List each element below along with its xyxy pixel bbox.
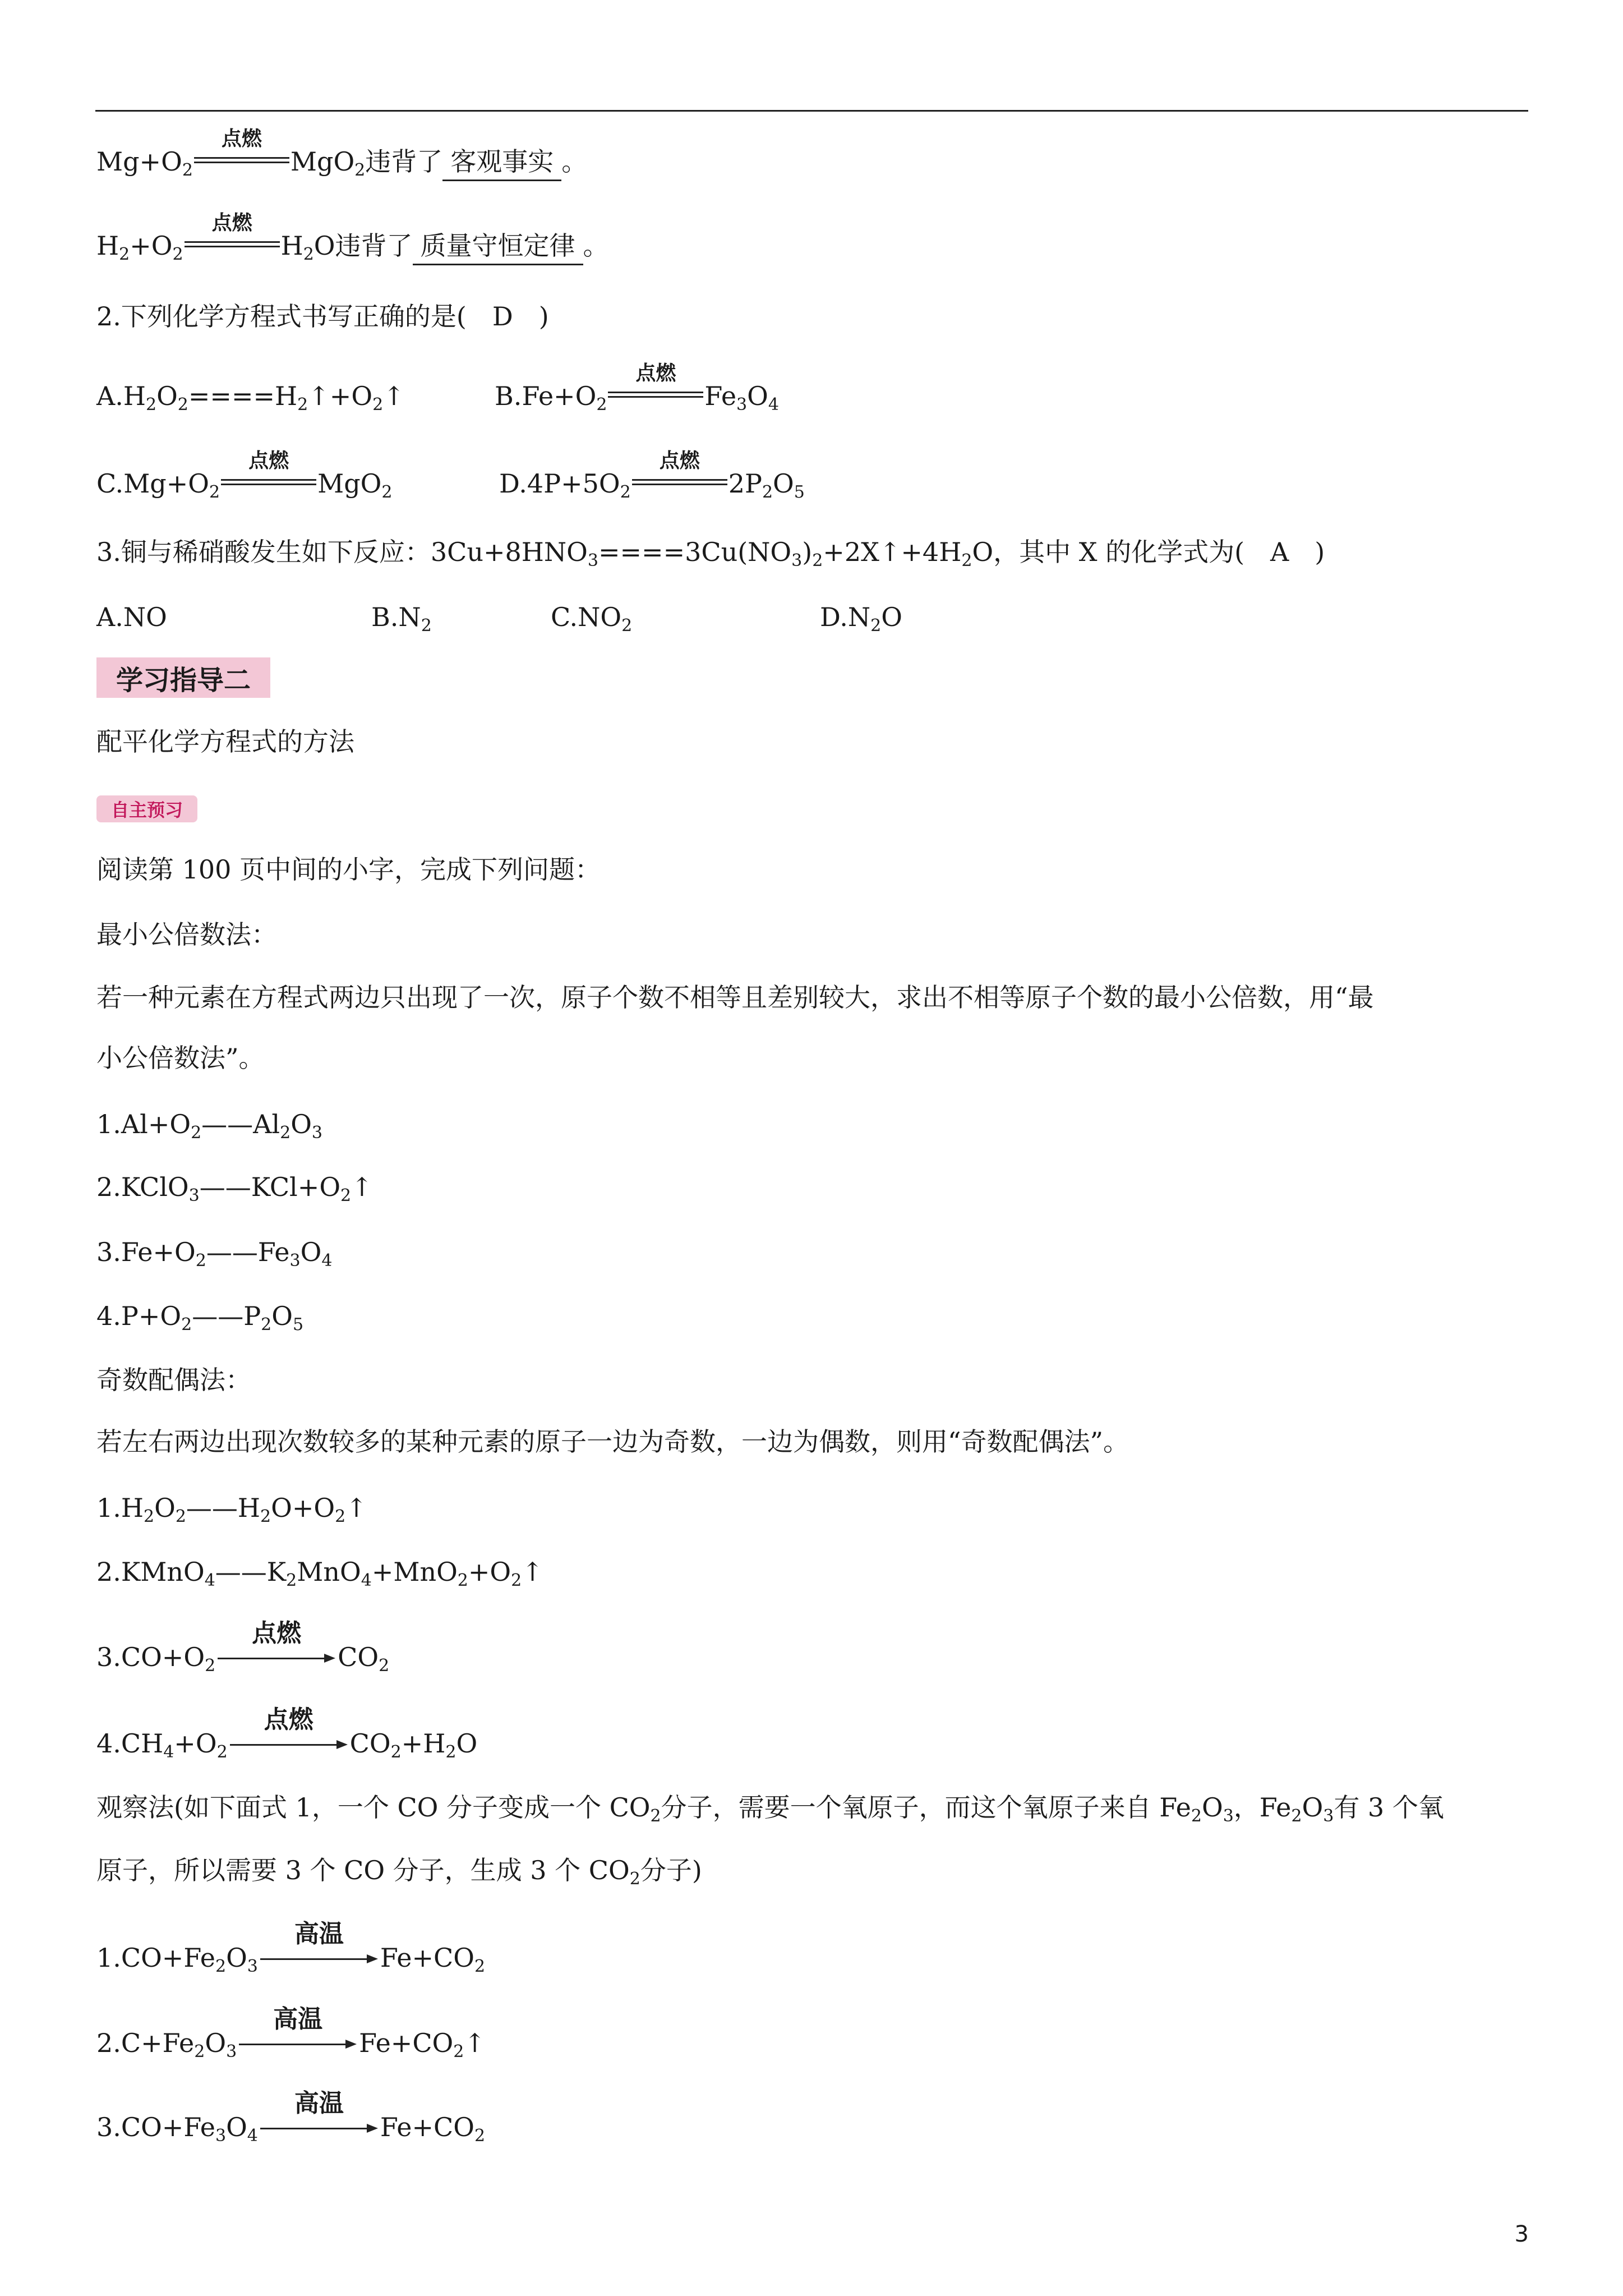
lcm-description: 若一种元素在方程式两边只出现了一次，原子个数不相等且差别较大，求出不相等原子个数的最小公倍数，用“最 [96,982,1374,1013]
ignite-condition: 点燃 [221,467,316,500]
odd-even-equation-1: $1.H_2O_2——H_2O+O_2↑$ [96,1493,367,1526]
section-title: 配平化学方程式的方法 [96,726,354,757]
ignite-condition: 点燃 [632,467,727,500]
option-c: $C.NO_2$ [551,602,633,636]
high-temp-arrow: 高温 [239,2026,357,2060]
option-c: $C.Mg+O_2$ 点燃 MgO$_2$ [96,449,393,502]
ignite-arrow: 点燃 [218,1640,335,1674]
section-tag: 学习指导二 [96,657,270,698]
ignite-condition: 点燃 [194,145,289,178]
option-d: $D.N_2O$ [820,602,902,636]
lcm-equation-3: $3.Fe+O_2——Fe_3O_4$ [96,1237,333,1271]
lcm-heading: 最小公倍数法： [96,919,277,950]
ignite-condition: 点燃 [608,379,703,413]
high-temp-arrow: 高温 [260,2110,378,2144]
observation-equation-1: $1.CO+Fe_2O_3$ 高温 $Fe+CO_2$ [96,1920,486,1976]
lcm-equation-2: $2.KClO_3——KCl+O_2↑$ [96,1172,373,1205]
observation-equation-3: $3.CO+Fe_3O_4$ 高温 $Fe+CO_2$ [96,2089,486,2146]
question-3-stem: 3.铜与稀硝酸发生如下反应：$3Cu+8HNO_3====3Cu(NO_3)_2+2X↑+4H_2O$，其中 X 的化学式为( A ) [96,537,1325,570]
observation-description: 观察法(如下面式 1，一个 CO 分子变成一个 $CO_2$分子，需要一个氧原子，而这个氧原子来自 $Fe_2O_3$，$Fe_2O_3$有 3 个氧 [96,1792,1444,1826]
page-number: 3 [1514,2221,1529,2247]
option-b: $B.Fe+O_2$ 点燃 $Fe_3O_4$ [495,362,779,415]
answer-blank: 客观事实 [442,145,561,181]
observation-equation-2: $2.C+Fe_2O_3$ 高温 $Fe+CO_2↑$ [96,2005,486,2062]
question-2-stem: 2.下列化学方程式书写正确的是( D ) [96,301,549,332]
option-b: $B.N_2$ [371,602,432,636]
odd-even-heading: 奇数配偶法： [96,1365,251,1395]
ignite-arrow: 点燃 [230,1727,348,1760]
lcm-equation-1: $1.Al+O_2——Al_2O_3$ [96,1109,323,1143]
odd-even-description: 若左右两边出现次数较多的某种元素的原子一边为奇数，一边为偶数，则用“奇数配偶法”。 [96,1427,1129,1457]
high-temp-arrow: 高温 [260,1941,378,1975]
ignite-condition: 点燃 [185,229,280,263]
odd-even-equation-4: $4.CH_4+O_2$ 点燃 $CO_2+H_2O$ [96,1705,478,1762]
option-d: $D.4P+5O_2$ 点燃 $2P_2O_5$ [499,449,805,502]
observation-description-cont: 原子，所以需要 3 个 CO 分子，生成 3 个 $CO_2$分子) [96,1855,702,1889]
odd-even-equation-2: $2.KMnO_4——K_2MnO_4+MnO_2+O_2↑$ [96,1557,543,1590]
option-a: A.NO [96,602,167,632]
reading-instruction: 阅读第 100 页中间的小字，完成下列问题： [96,854,601,885]
lcm-description-cont: 小公倍数法”。 [96,1043,265,1073]
lcm-equation-4: $4.P+O_2——P_2O_5$ [96,1301,304,1335]
header-rule [95,110,1528,112]
option-a: $A.H_2O_2====H_2↑+O_2↑$ [96,381,405,415]
intro-line-2: $H_2+O_2$ 点燃 $H_2O$违背了 质量守恒定律 。 [96,211,609,264]
intro-line-1: $Mg+O_2$ 点燃 MgO$_2$违背了 客观事实 。 [96,127,588,180]
preview-tag: 自主预习 [96,795,197,822]
answer-blank: 质量守恒定律 [413,229,583,265]
odd-even-equation-3: $3.CO+O_2$ 点燃 $CO_2$ [96,1619,390,1676]
